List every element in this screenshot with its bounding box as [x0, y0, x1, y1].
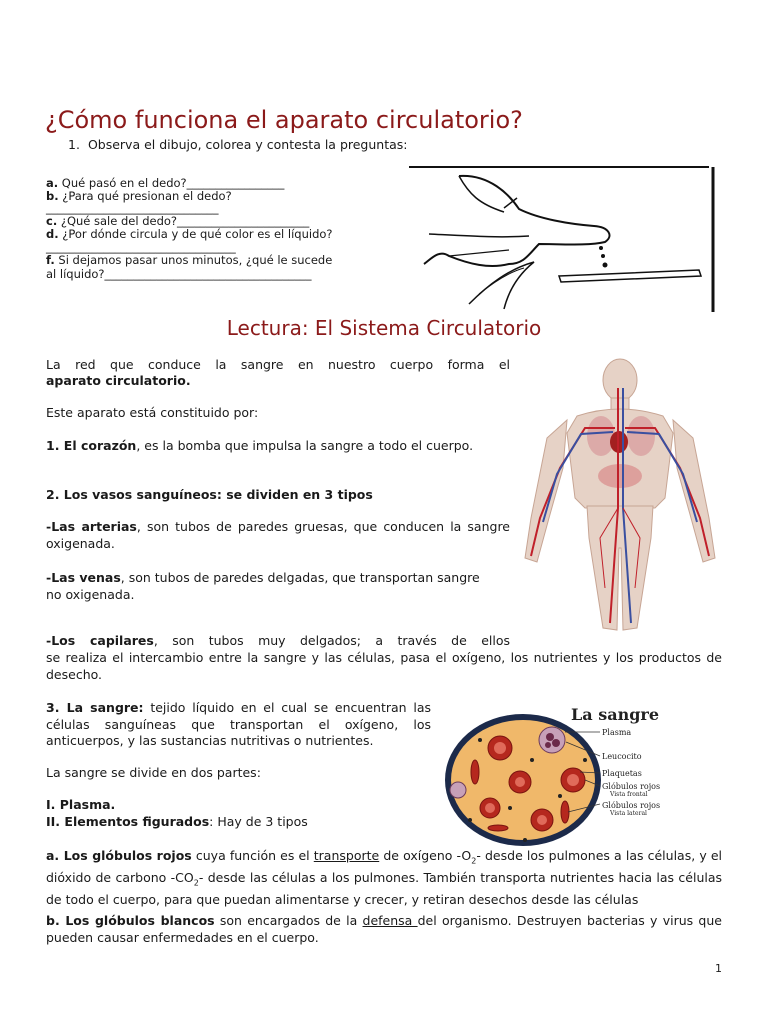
blood-figure-title: La sangre [571, 705, 659, 724]
svg-text:Plasma: Plasma [602, 728, 632, 737]
svg-text:Vista frontal: Vista frontal [610, 791, 648, 798]
transport-link: transporte [313, 848, 380, 863]
veins-paragraph: -Las venas, son tubos de paredes delgadas, que transportan sangre no oxigenada. [46, 570, 480, 602]
heart-paragraph: 1. El corazón, es la bomba que impulsa la sangre a todo el cuerpo. [46, 438, 474, 453]
intro-line-1: La red que conduce la sangre en nuestro cuerpo forma el [46, 357, 510, 372]
capillaries-line-2: se realiza el intercambio entre la sangre y las células, pasa el oxígeno, los nutrientes y los productos de desecho. [46, 650, 722, 682]
question-f: f. Si dejamos pasar unos minutos, ¿qué le sucede [46, 253, 333, 267]
question-b-line: ______________________________ [46, 201, 219, 215]
white-cells-paragraph: b. Los glóbulos blancos son encargados de la defensa del organismo. Destruyen bacterias y virus que pueden causar enfermedades en el cuerpo. [46, 913, 722, 945]
intro-line-2: aparato circulatorio. [46, 373, 191, 388]
blood-divides: La sangre se divide en dos partes: [46, 765, 261, 780]
finger-drawing [409, 164, 715, 312]
question-b: b. ¿Para qué presionan el dedo? [46, 189, 232, 203]
svg-text:Plaquetas: Plaquetas [602, 769, 642, 778]
question-d: d. ¿Por dónde circula y de qué color es el líquido? [46, 227, 333, 241]
question-f-line: al líquido?____________________________________ [46, 267, 312, 281]
instruction-text: Observa el dibujo, colorea y contesta la preguntas: [87, 137, 408, 152]
arteries-paragraph: -Las arterias, son tubos de paredes gruesas, que conducen la sangre oxigenada. [46, 519, 510, 551]
blood-paragraph: 3. La sangre: tejido líquido en el cual se encuentran las células sanguíneas que transportan el oxígeno, los anticuerpos, y las sustancias nutritivas o nutrientes. [46, 700, 431, 748]
intro-constituted: Este aparato está constituido por: [46, 405, 259, 420]
elements-item: II. Elementos figurados: Hay de 3 tipos [46, 814, 308, 829]
question-a: a. Qué pasó en el dedo?_________________ [46, 176, 285, 190]
capillaries-line-1: -Los capilares, son tubos muy delgados; a través de ellos [46, 633, 510, 648]
instruction [68, 137, 408, 152]
question-c: c. ¿Qué sale del dedo?_______________________ [46, 214, 310, 228]
red-cells-paragraph: a. Los glóbulos rojos cuya función es el transporte de oxígeno $-O_2-$ desde los pulmones a las células, y el dióxido de carbono $-CO_2-$ desde las células a los pulmones. También transporta nutrientes hacia las células de todo el cuerpo, para que puedan alimentarse y crecer, y retiran desechos desde las células [46, 848, 723, 907]
question-d-line: _________________________________ [46, 240, 236, 254]
circulatory-system-figure [515, 358, 725, 640]
vessels-heading: 2. Los vasos sanguíneos: se dividen en 3 tipos [46, 487, 373, 502]
svg-text:Leucocito: Leucocito [602, 752, 642, 761]
plasma-item: I. Plasma. [46, 797, 116, 812]
page-number: 1 [715, 962, 722, 975]
reading-title: Lectura: El Sistema Circulatorio [226, 316, 542, 340]
svg-text:Glóbulos rojos: Glóbulos rojos [602, 782, 661, 791]
blood-figure [440, 700, 680, 850]
page-title: ¿Cómo funciona el aparato circulatorio? [45, 106, 523, 134]
svg-text:Glóbulos rojos: Glóbulos rojos [602, 801, 661, 810]
instruction-number: 1. [68, 137, 80, 152]
svg-text:Vista lateral: Vista lateral [610, 810, 647, 817]
defense-link: defensa [362, 913, 418, 928]
